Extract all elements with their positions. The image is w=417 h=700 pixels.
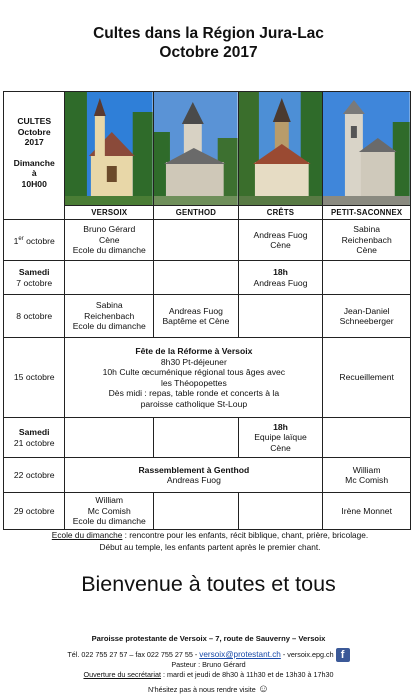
table-row bbox=[4, 220, 411, 261]
church-name-genthod: GENTHOD bbox=[154, 205, 238, 219]
versoix-cell: William Mc Comish Ecole du dimanche bbox=[65, 493, 154, 530]
church-header-crets bbox=[238, 92, 323, 220]
date-cell: 29 octobre bbox=[4, 493, 65, 530]
table-row bbox=[4, 458, 411, 493]
church-name-petit-saconnex: PETIT-SACONNEX bbox=[323, 205, 410, 219]
versoix-cell: Sabina Reichenbach Ecole du dimanche bbox=[65, 295, 154, 338]
header-month: Octobre bbox=[17, 126, 51, 137]
visit-text: N'hésitez pas à nous rendre visite bbox=[148, 685, 256, 694]
note-line2: Début au temple, les enfants partent après le premier chant. bbox=[99, 542, 321, 552]
table-row bbox=[4, 295, 411, 338]
sunday-school-note bbox=[14, 530, 406, 541]
church-name-crets: CRÊTS bbox=[239, 205, 323, 219]
crets-cell bbox=[238, 493, 323, 530]
date-cell: 15 octobre bbox=[4, 338, 65, 418]
page-title: Cultes dans la Région Jura-Lac bbox=[93, 25, 324, 42]
church-header-petit-saconnex bbox=[323, 92, 411, 220]
merged-event-cell: Rassemblement à Genthod Andreas Fuog bbox=[65, 458, 323, 493]
petit-saconnex-cell: Irène Monnet bbox=[323, 493, 411, 530]
note-term: Ecole du dimanche bbox=[51, 530, 123, 540]
date-cell: 1er octobre bbox=[4, 220, 65, 261]
email-link[interactable]: versoix@protestant.ch bbox=[199, 649, 281, 659]
church-header-versoix bbox=[65, 92, 154, 220]
parish-address: Paroisse protestante de Versoix – 7, route de Sauverny – Versoix bbox=[91, 634, 326, 643]
visit-line bbox=[0, 685, 417, 694]
office-hours-line bbox=[0, 670, 417, 679]
crets-cell: 18h Andreas Fuog bbox=[238, 261, 323, 295]
table-row bbox=[4, 418, 411, 458]
note-line1: : rencontre pour les enfants, récit biblique, chant, prière, bricolage. bbox=[122, 530, 369, 540]
church-genthod-photo bbox=[154, 92, 238, 205]
merged-event-cell: Fête de la Réforme à Versoix 8h30 Pt-déjeuner 10h Culte œcuménique régional tous âges avec les Théopopettes Dès midi : repas, table ronde et concerts à la paroisse catholique St-Loup bbox=[65, 338, 323, 418]
table-row bbox=[4, 493, 411, 530]
petit-saconnex-cell bbox=[323, 261, 411, 295]
versoix-cell bbox=[65, 261, 154, 295]
genthod-cell: Andreas Fuog Baptême et Cène bbox=[154, 295, 239, 338]
crets-cell bbox=[238, 295, 323, 338]
petit-saconnex-cell bbox=[323, 418, 411, 458]
petit-saconnex-cell: Sabina Reichenbach Cène bbox=[323, 220, 411, 261]
table-row bbox=[4, 338, 411, 418]
date-cell: Samedi 7 octobre bbox=[4, 261, 65, 295]
petit-saconnex-cell: William Mc Comish bbox=[323, 458, 411, 493]
welcome-heading: Bienvenue à toutes et tous bbox=[81, 572, 336, 596]
smiley-icon: ☺ bbox=[257, 683, 269, 695]
crets-cell: 18h Equipe laïque Cène bbox=[238, 418, 323, 458]
church-name-versoix: VERSOIX bbox=[65, 205, 153, 219]
website-text: - versoix.epg.ch bbox=[280, 649, 334, 659]
church-crets-photo bbox=[239, 92, 323, 205]
crets-cell: Andreas Fuog Cène bbox=[238, 220, 323, 261]
genthod-cell bbox=[154, 418, 239, 458]
church-header-genthod bbox=[154, 92, 239, 220]
date-cell: 22 octobre bbox=[4, 458, 65, 493]
church-versoix-photo bbox=[65, 92, 153, 205]
versoix-cell: Bruno Gérard Cène Ecole du dimanche bbox=[65, 220, 154, 261]
header-row bbox=[4, 92, 411, 220]
header-time: 10H00 bbox=[21, 178, 47, 189]
genthod-cell bbox=[154, 220, 239, 261]
header-day: Dimanche bbox=[13, 157, 55, 168]
header-year: 2017 bbox=[24, 137, 44, 147]
header-a: à bbox=[31, 168, 37, 178]
table-row bbox=[4, 261, 411, 295]
versoix-cell bbox=[65, 418, 154, 458]
page-subtitle: Octobre 2017 bbox=[159, 44, 258, 61]
genthod-cell bbox=[154, 493, 239, 530]
date-cell: 8 octobre bbox=[4, 295, 65, 338]
date-cell: Samedi 21 octobre bbox=[4, 418, 65, 458]
header-label-cell bbox=[4, 92, 65, 220]
petit-saconnex-cell: Recueillement bbox=[323, 338, 411, 418]
facebook-icon[interactable]: f bbox=[336, 648, 350, 662]
pastor-line: Pasteur : Bruno Gérard bbox=[171, 660, 246, 669]
worship-schedule-table bbox=[3, 91, 411, 530]
office-label: Ouverture du secrétariat bbox=[83, 670, 161, 679]
office-hours: : mardi et jeudi de 8h30 à 11h30 et de 13h30 à 17h30 bbox=[161, 670, 334, 679]
church-petit-saconnex-photo bbox=[323, 92, 410, 205]
petit-saconnex-cell: Jean-Daniel Schneeberger bbox=[323, 295, 411, 338]
header-cultes: CULTES bbox=[17, 116, 52, 126]
genthod-cell bbox=[154, 261, 239, 295]
phone-fax: Tél. 022 755 27 57 – fax 022 755 27 55 - bbox=[67, 649, 200, 659]
